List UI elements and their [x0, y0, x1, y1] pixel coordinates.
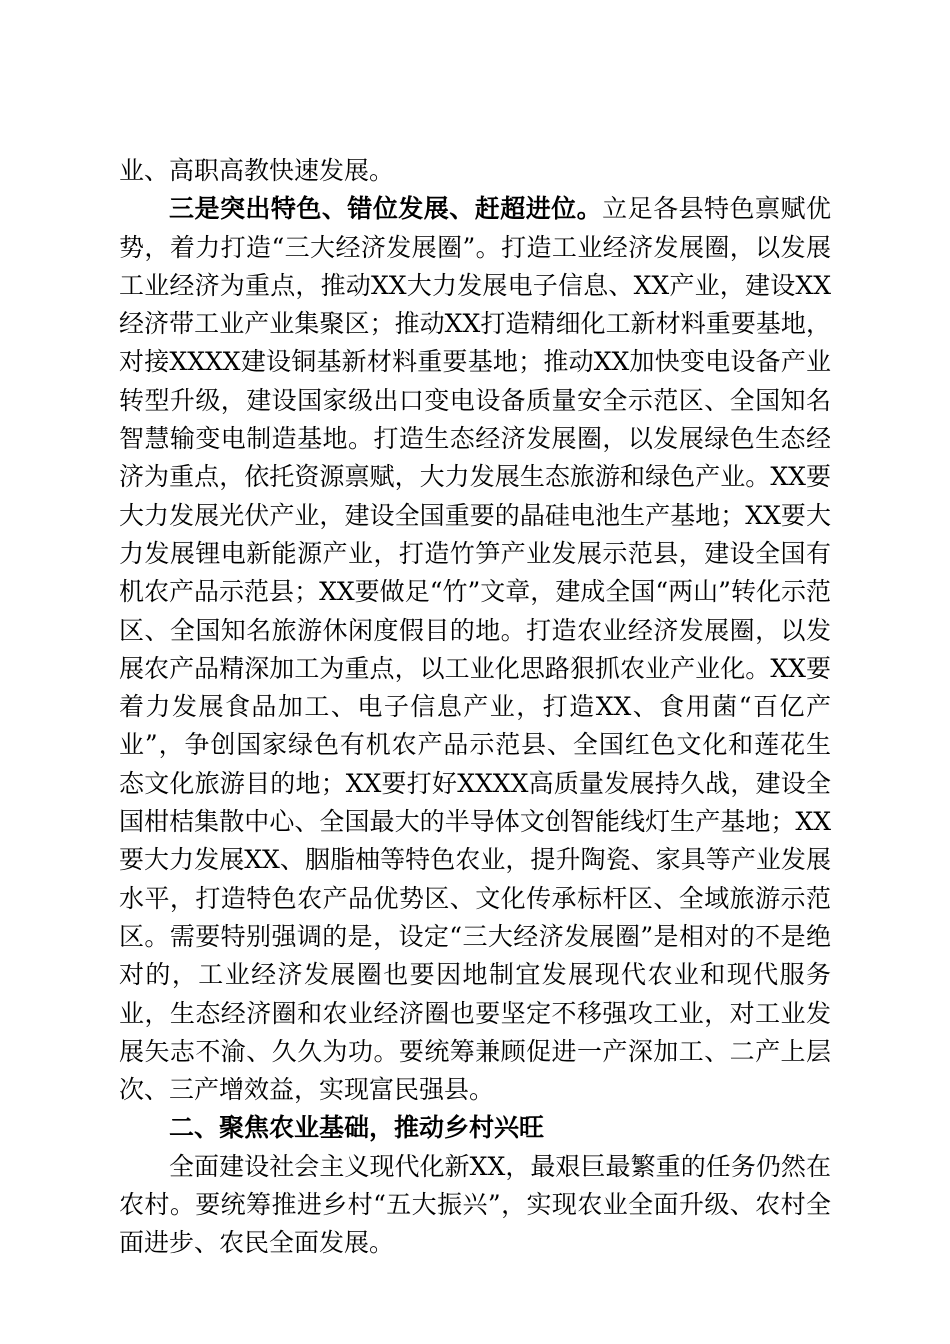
section-two-paragraph: 全面建设社会主义现代化新XX，最艰巨最繁重的任务仍然在农村。要统筹推进乡村“五大振兴”，实现农业全面升级、农村全面进步、农民全面发展。 — [119, 1151, 831, 1258]
paragraph-three-text: 立足各县特色禀赋优势，着力打造“三大经济发展圈”。打造工业经济发展圈，以发展工业经济为重点，推动XX大力发展电子信息、XX产业，建设XX经济带工业产业集聚区；推动XX打造精细化工新材料重要基地，对接XXXX建设铜基新材料重要基地；推动XX加快变电设备产业转型升级，建设国家级出口变电设备质量安全示范区、全国知名智慧输变电制造基地。打造生态经济发展圈，以发展绿色生态经济为重点，依托资源禀赋，大力发展生态旅游和绿色产业。XX要大力发展光伏产业，建设全国重要的晶硅电池生产基地；XX要大力发展锂电新能源产业，打造竹笋产业发展示范县，建设全国有机农产品示范县；XX要做足“竹”文章，建成全国“两山”转化示范区、全国知名旅游休闲度假目的地。打造农业经济发展圈，以发展农产品精深加工为重点，以工业化思路狠抓农业产业化。XX要着力发展食品加工、电子信息产业，打造XX、食用菌“百亿产业”，争创国家绿色有机农产品示范县、全国红色文化和莲花生态文化旅游目的地；XX要打好XXXX高质量发展持久战，建设全国柑桔集散中心、全国最大的半导体文创智能线灯生产基地；XX要大力发展XX、胭脂柚等特色农业，提升陶瓷、家具等产业发展水平，打造特色农产品优势区、文化传承标杆区、全域旅游示范区。需要特别强调的是，设定“三大经济发展圈”是相对的不是绝对的，工业经济发展圈也要因地制宜发展现代农业和现代服务业，生态经济圈和农业经济圈也要坚定不移强攻工业，对工业发展矢志不渝、久久为功。要统筹兼顾促进一产深加工、二产上层次、三产增效益，实现富民强县。 — [119, 194, 831, 1105]
paragraph-continuation: 业、高职高教快速发展。 — [119, 156, 395, 185]
paragraph-three-lead: 三是突出特色、错位发展、赶超进位。 — [169, 194, 603, 224]
section-two-heading: 二、聚焦农业基础，推动乡村兴旺 — [169, 1113, 545, 1143]
paragraph-three — [119, 190, 831, 1109]
document-body — [119, 152, 831, 1263]
